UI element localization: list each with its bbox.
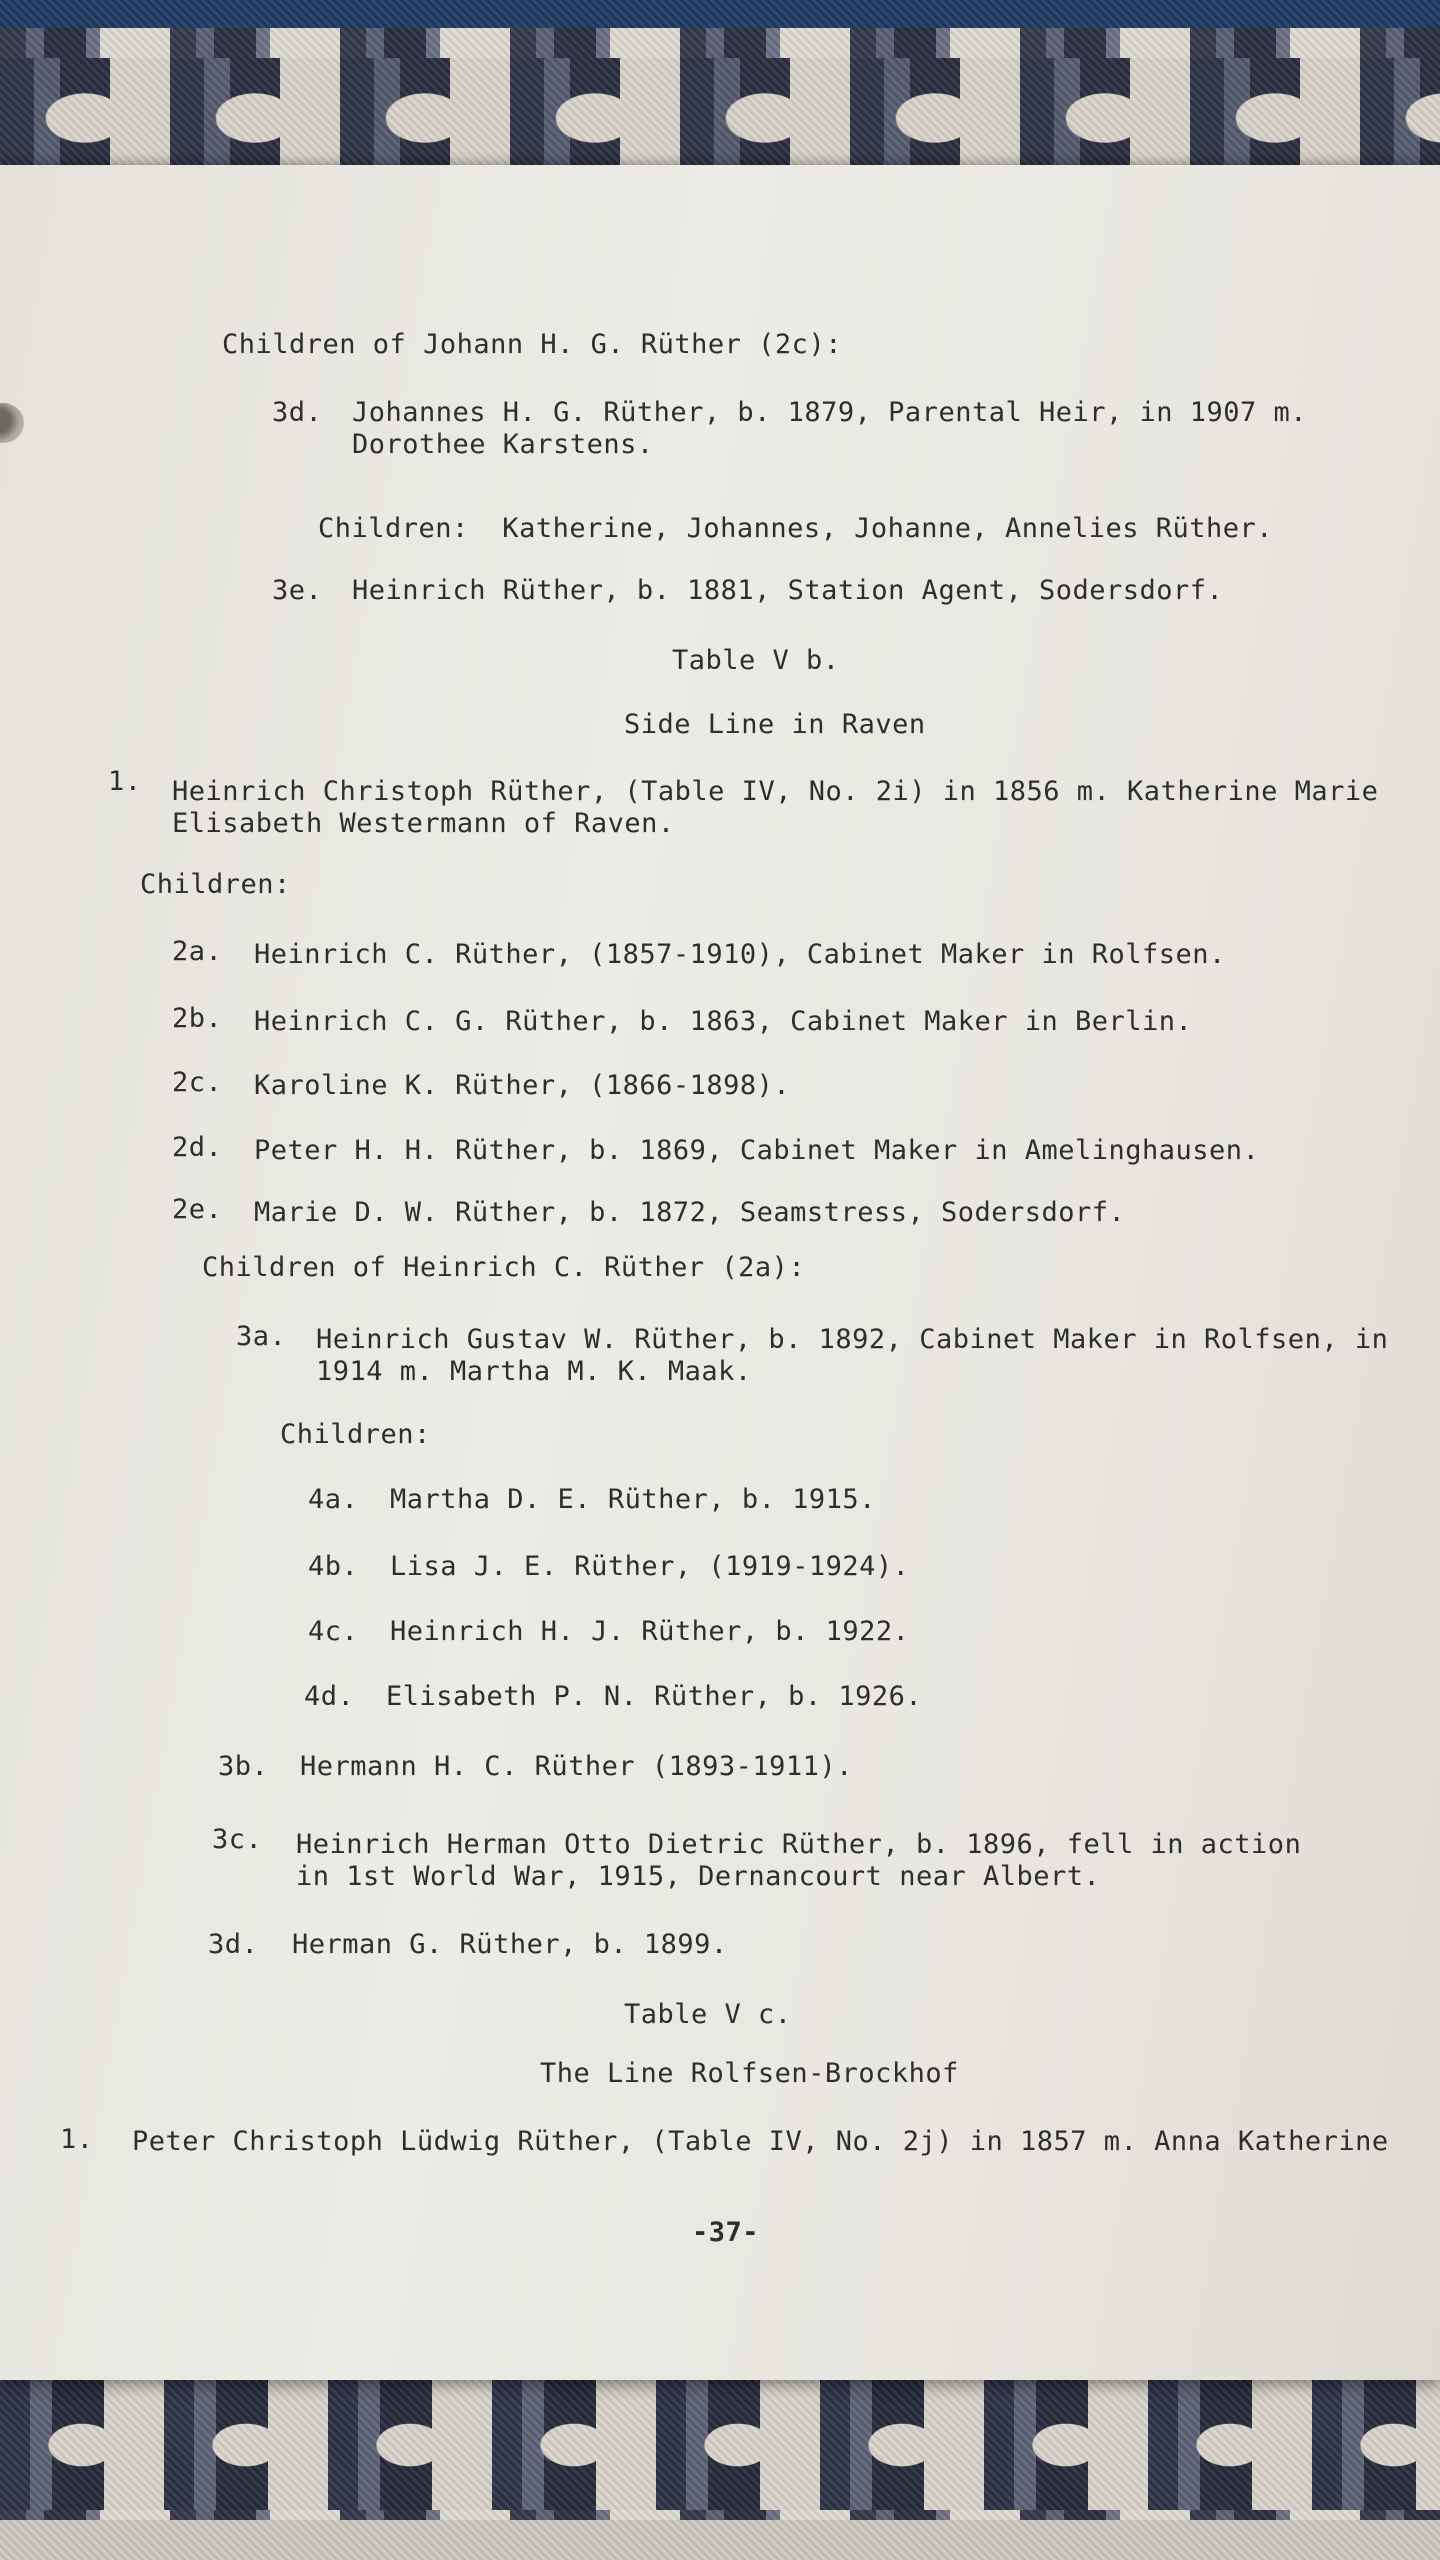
fabric-lower-edge — [0, 2520, 1440, 2560]
entry-text: Heinrich Rüther, b. 1881, Station Agent, Sodersdorf. — [352, 575, 1224, 606]
entry-number: 4c. — [308, 1616, 359, 1647]
entry-text: Johannes H. G. Rüther, b. 1879, Parental Heir, in 1907 m. — [352, 397, 1308, 428]
entry-number: 1. — [60, 2124, 94, 2155]
entry-text: Peter H. H. Rüther, b. 1869, Cabinet Maker in Amelinghausen. — [254, 1135, 1260, 1166]
table-subtitle: Side Line in Raven — [624, 709, 926, 740]
entry-text: Elisabeth P. N. Rüther, b. 1926. — [386, 1681, 923, 1712]
fabric-background-bottom — [0, 2370, 1440, 2560]
entry-text-continued: Elisabeth Westermann of Raven. — [172, 808, 675, 839]
entry-text-continued: in 1st World War, 1915, Dernancourt near Albert. — [296, 1861, 1101, 1892]
punch-hole — [0, 403, 24, 443]
page-number: -37- — [692, 2217, 760, 2248]
entry-number: 3b. — [218, 1751, 269, 1782]
entry-text: Heinrich C. G. Rüther, b. 1863, Cabinet Maker in Berlin. — [254, 1006, 1193, 1037]
entry-text: Herman G. Rüther, b. 1899. — [292, 1929, 728, 1960]
entry-text-continued: Dorothee Karstens. — [352, 429, 654, 460]
entry-text: Hermann H. C. Rüther (1893-1911). — [300, 1751, 853, 1782]
entry-number: 2b. — [172, 1003, 223, 1034]
entry-text: Heinrich Gustav W. Rüther, b. 1892, Cabinet Maker in Rolfsen, in — [316, 1324, 1389, 1355]
fabric-navy-edge — [0, 0, 1440, 28]
children-label: Children: — [280, 1419, 431, 1450]
entry-text: Heinrich H. J. Rüther, b. 1922. — [390, 1616, 910, 1647]
entry-number: 4a. — [308, 1484, 359, 1515]
entry-number: 3e. — [272, 575, 323, 606]
entry-text: Martha D. E. Rüther, b. 1915. — [390, 1484, 876, 1515]
entry-number: 3a. — [236, 1321, 287, 1352]
entry-text: Heinrich Herman Otto Dietric Rüther, b. 1896, fell in action — [296, 1829, 1302, 1860]
entry-number: 3d. — [208, 1929, 259, 1960]
entry-number: 2e. — [172, 1194, 223, 1225]
entry-number: 1. — [108, 766, 142, 797]
fabric-background-top — [0, 0, 1440, 190]
entry-text: Heinrich Christoph Rüther, (Table IV, No. 2i) in 1856 m. Katherine Marie — [172, 776, 1379, 807]
entry-number: 2d. — [172, 1132, 223, 1163]
entry-number: 3c. — [212, 1824, 263, 1855]
entry-text: Peter Christoph Lüdwig Rüther, (Table IV, No. 2j) in 1857 m. Anna Katherine — [132, 2126, 1389, 2157]
entry-number: 2c. — [172, 1067, 223, 1098]
entry-text: Marie D. W. Rüther, b. 1872, Seamstress, Sodersdorf. — [254, 1197, 1126, 1228]
fabric-pattern-band — [0, 58, 1440, 178]
fabric-pattern-band — [0, 2380, 1440, 2510]
children-label: Children: — [140, 869, 291, 900]
entry-text: Lisa J. E. Rüther, (1919-1924). — [390, 1551, 910, 1582]
section-heading: Children of Johann H. G. Rüther (2c): — [222, 329, 842, 360]
entry-text-continued: 1914 m. Martha M. K. Maak. — [316, 1356, 752, 1387]
table-title: Table V c. — [624, 1999, 792, 2030]
entry-text: Heinrich C. Rüther, (1857-1910), Cabinet Maker in Rolfsen. — [254, 939, 1226, 970]
entry-number: 2a. — [172, 936, 223, 967]
table-subtitle: The Line Rolfsen-Brockhof — [540, 2058, 959, 2089]
entry-number: 3d. — [272, 397, 323, 428]
section-heading: Children of Heinrich C. Rüther (2a): — [202, 1252, 806, 1283]
entry-text: Karoline K. Rüther, (1866-1898). — [254, 1070, 791, 1101]
children-list: Children: Katherine, Johannes, Johanne, Annelies Rüther. — [318, 513, 1274, 544]
table-title: Table V b. — [672, 645, 840, 676]
document-page — [0, 165, 1440, 2380]
entry-number: 4b. — [308, 1551, 359, 1582]
entry-number: 4d. — [304, 1681, 355, 1712]
